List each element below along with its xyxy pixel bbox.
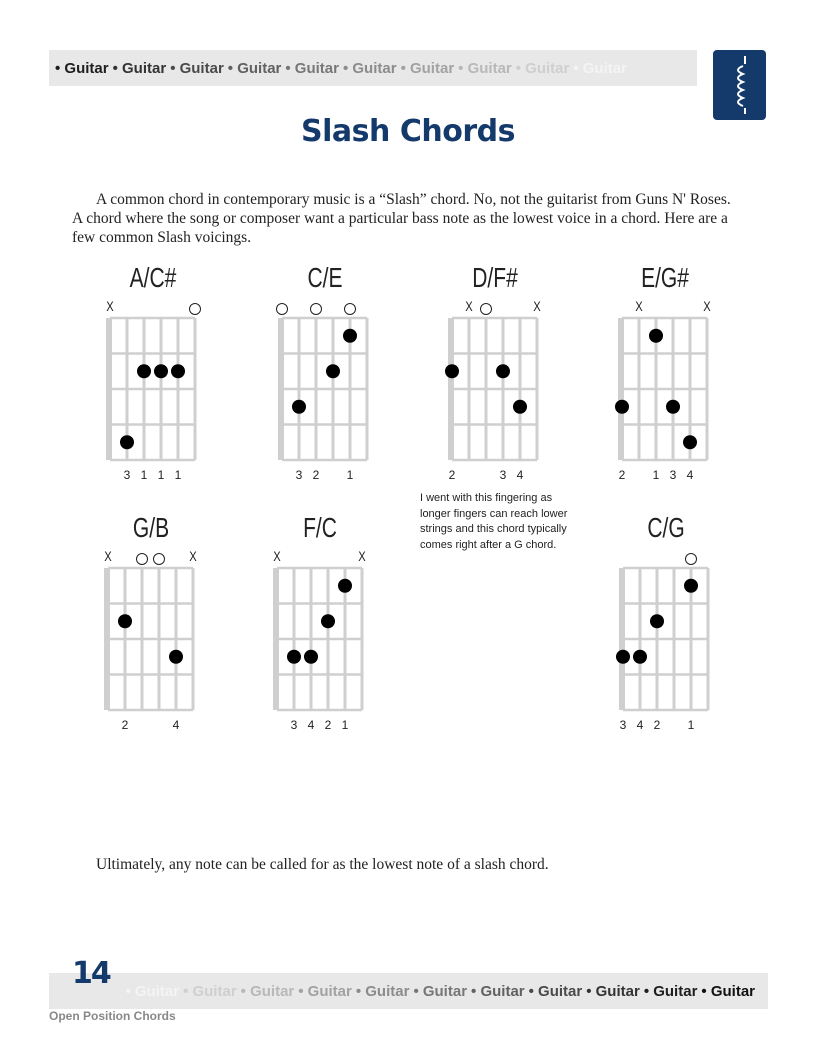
finger-dot: [118, 614, 132, 628]
finger-dot: [338, 579, 352, 593]
section-name: Open Position Chords: [49, 1009, 176, 1023]
finger-number: 3: [123, 468, 131, 482]
page-title: Slash Chords: [301, 114, 515, 149]
finger-dot: [649, 329, 663, 343]
finger-dot: [154, 364, 168, 378]
footer-word: • Guitar: [413, 982, 468, 1000]
fingering-note: I went with this fingering as longer fingers can reach lower strings and this chord typically comes right after a G chord.: [420, 492, 568, 551]
footer-band: [49, 973, 768, 1009]
muted-string-marker: X: [189, 548, 197, 564]
open-string-marker: [310, 303, 322, 315]
finger-dot: [304, 650, 318, 664]
chord-fretboard: [613, 566, 718, 718]
footer-word: • Guitar: [643, 982, 698, 1000]
muted-string-marker: X: [465, 298, 473, 314]
chord-name: D/F#: [471, 262, 518, 293]
finger-dot: [137, 364, 151, 378]
finger-number: 2: [312, 468, 320, 482]
finger-number: 4: [636, 718, 644, 732]
finger-dot: [666, 400, 680, 414]
muted-string-marker: X: [106, 298, 114, 314]
finger-number: 2: [324, 718, 332, 732]
finger-number: 2: [121, 718, 129, 732]
header-word: • Guitar: [285, 59, 339, 77]
open-string-marker: [153, 553, 165, 565]
footer-word: • Guitar: [125, 982, 180, 1000]
open-string-marker: [189, 303, 201, 315]
finger-number: 3: [499, 468, 507, 482]
finger-number: 1: [157, 468, 165, 482]
footer-word: • Guitar: [355, 982, 410, 1000]
finger-dot: [171, 364, 185, 378]
footer-word: • Guitar: [528, 982, 583, 1000]
finger-number: 1: [341, 718, 349, 732]
finger-dot: [650, 614, 664, 628]
finger-number: 1: [174, 468, 182, 482]
header-word: • Guitar: [55, 59, 109, 77]
finger-number: 4: [307, 718, 315, 732]
finger-number: 3: [669, 468, 677, 482]
finger-number: 1: [687, 718, 695, 732]
finger-dot: [616, 650, 630, 664]
finger-number: 3: [619, 718, 627, 732]
finger-dot: [343, 329, 357, 343]
finger-number: 3: [295, 468, 303, 482]
footer-word: • Guitar: [298, 982, 352, 1000]
chord-name: F/C: [302, 512, 337, 543]
chord-fretboard: [442, 316, 547, 468]
chord-fretboard: [100, 316, 205, 468]
chord-fretboard: [98, 566, 203, 718]
footer-word: • Guitar: [701, 982, 755, 1000]
header-word: • Guitar: [573, 59, 627, 77]
footer-word: • Guitar: [240, 982, 295, 1000]
finger-number: 2: [618, 468, 626, 482]
chord-fretboard: [272, 316, 377, 468]
finger-dot: [684, 579, 698, 593]
chord-fretboard: [267, 566, 372, 718]
header-word: • Guitar: [112, 59, 167, 77]
header-band: [49, 50, 697, 86]
header-word: • Guitar: [458, 59, 512, 77]
finger-number: 1: [140, 468, 148, 482]
finger-number: 1: [652, 468, 660, 482]
open-string-marker: [685, 553, 697, 565]
open-string-marker: [480, 303, 492, 315]
finger-number: 3: [290, 718, 298, 732]
finger-number: 4: [172, 718, 180, 732]
chord-name: A/C#: [129, 262, 176, 293]
footer-word: • Guitar: [471, 982, 525, 1000]
finger-dot: [513, 400, 527, 414]
chapter-tab: [713, 50, 766, 120]
open-string-marker: [276, 303, 288, 315]
header-word: • Guitar: [170, 59, 224, 77]
intro-paragraph: A common chord in contemporary music is a “Slash” chord. No, not the guitarist from Guns N' Roses. A chord where the song or composer want a particular bass note as the lowest voice in a chord. Here are a few common Slash voicings.: [72, 191, 731, 246]
chord-name: E/G#: [640, 262, 689, 293]
footer-word: • Guitar: [586, 982, 640, 1000]
header-word: • Guitar: [515, 59, 570, 77]
finger-number: 2: [653, 718, 661, 732]
finger-number: 4: [686, 468, 694, 482]
finger-number: 2: [448, 468, 456, 482]
finger-number: 1: [346, 468, 354, 482]
header-word: • Guitar: [342, 59, 397, 77]
closing-paragraph: Ultimately, any note can be called for as the lowest note of a slash chord.: [96, 856, 549, 873]
finger-dot: [120, 435, 134, 449]
chord-fretboard: [612, 316, 717, 468]
finger-dot: [287, 650, 301, 664]
page-number: 14: [72, 956, 110, 991]
finger-dot: [321, 614, 335, 628]
finger-dot: [326, 364, 340, 378]
finger-dot: [496, 364, 510, 378]
muted-string-marker: X: [533, 298, 541, 314]
muted-string-marker: X: [358, 548, 366, 564]
footer-word: • Guitar: [183, 982, 237, 1000]
chord-name: G/B: [132, 512, 169, 543]
finger-dot: [292, 400, 306, 414]
muted-string-marker: X: [104, 548, 112, 564]
open-string-marker: [344, 303, 356, 315]
header-word: • Guitar: [227, 59, 282, 77]
chord-name: C/G: [646, 512, 685, 543]
finger-dot: [633, 650, 647, 664]
muted-string-marker: X: [273, 548, 281, 564]
chord-name: C/E: [306, 262, 343, 293]
header-word: • Guitar: [400, 59, 455, 77]
finger-dot: [683, 435, 697, 449]
open-string-marker: [136, 553, 148, 565]
finger-number: 4: [516, 468, 524, 482]
finger-dot: [169, 650, 183, 664]
muted-string-marker: X: [635, 298, 643, 314]
finger-dot: [615, 400, 629, 414]
muted-string-marker: X: [703, 298, 711, 314]
finger-dot: [445, 364, 459, 378]
string-coil-icon: [713, 50, 766, 120]
